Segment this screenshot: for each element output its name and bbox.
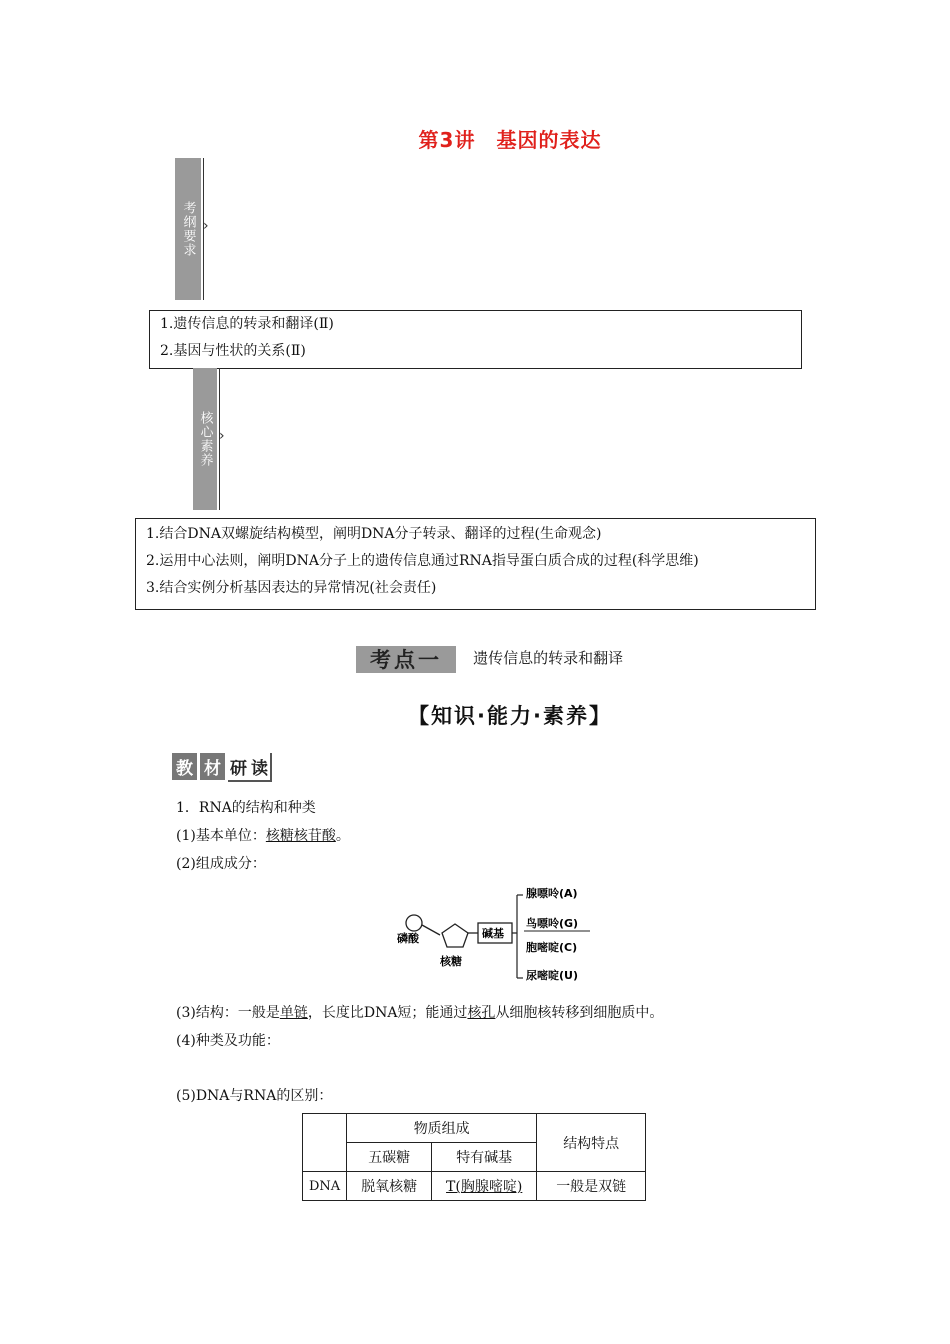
base-bracket [512,895,517,978]
jiaocai-char: 教 [172,753,197,780]
answer-text: T(胸腺嘧啶) [446,1179,523,1195]
table-cell [432,1172,537,1201]
table-header-structure: 结构特点 [537,1114,646,1172]
table-row [303,1114,646,1143]
jiaocai-char: 研 [228,753,249,782]
ribose-label: 核糖 [440,955,462,968]
table-header-composition: 物质组成 [347,1114,537,1143]
comparison-table [302,1113,646,1201]
phosphate-circle [406,915,422,931]
table-row [303,1172,646,1201]
answer-text: 单链 [279,1005,308,1021]
jiaocai-label [172,753,272,782]
table-cell: 脱氧核糖 [347,1172,432,1201]
table-header-base: 特有碱基 [432,1143,537,1172]
nucleotide-diagram [390,880,600,990]
answer-text: 核孔 [467,1005,496,1021]
text: (3)结构：一般是 [176,1005,280,1021]
base-item: 尿嘧啶(U) [526,969,578,982]
core-item: 2.运用中心法则，阐明DNA分子上的遗传信息通过RNA指导蛋白质合成的过程(科学思维) [146,553,699,569]
syllabus-box [149,310,802,369]
paragraph-structure [176,1002,663,1022]
base-item: 鸟嘌呤(G) [526,917,579,930]
paragraph-unit [176,825,350,845]
heading-rna: 1．RNA的结构和种类 [176,800,316,816]
base-item: 腺嘌呤(A) [526,887,578,900]
text: (1)基本单位： [176,828,266,844]
table-header-sugar: 五碳糖 [347,1143,432,1172]
base-item: 胞嘧啶(C) [526,941,578,954]
core-item: 3.结合实例分析基因表达的异常情况(社会责任) [146,580,437,596]
syllabus-item: 2.基因与性状的关系(Ⅱ) [160,343,306,359]
syllabus-tab-label: 考纲要求 [180,201,196,257]
base-label: 碱基 [482,927,504,940]
text: ，长度比DNA短；能通过 [307,1005,468,1021]
answer-text: 核糖核苷酸 [265,828,336,844]
chevron-right-icon: › [203,218,209,234]
page-title: 第3讲 基因的表达 [418,128,602,152]
core-item: 1.结合DNA双螺旋结构模型，阐明DNA分子转录、翻译的过程(生命观念) [146,526,602,542]
jiaocai-char: 读 [249,753,272,782]
bond-line [422,925,440,935]
syllabus-item: 1.遗传信息的转录和翻译(Ⅱ) [160,316,334,332]
core-tab-label: 核心素养 [197,411,213,467]
kaodian-header [356,644,623,674]
jiaocai-char: 材 [200,753,225,780]
paragraph-types: (4)种类及功能： [176,1033,280,1049]
ribose-pentagon [442,924,468,947]
table-row-label: DNA [303,1172,347,1201]
table-cell: 一般是双链 [537,1172,646,1201]
core-tab [193,368,217,510]
paragraph-composition: (2)组成成分： [176,856,266,872]
text: 。 [335,828,350,844]
table-cell-empty [303,1114,347,1172]
core-box [135,518,816,610]
section-header: 【知识·能力·素养】 [408,704,612,728]
phosphate-label: 磷酸 [397,932,419,945]
kaodian-title: 遗传信息的转录和翻译 [473,649,624,667]
syllabus-tab [175,158,201,300]
kaodian-badge: 考点一 [356,646,456,673]
text: 从细胞核转移到细胞质中。 [495,1005,664,1021]
paragraph-difference: (5)DNA与RNA的区别： [176,1088,333,1104]
chevron-right-icon: › [219,428,225,444]
